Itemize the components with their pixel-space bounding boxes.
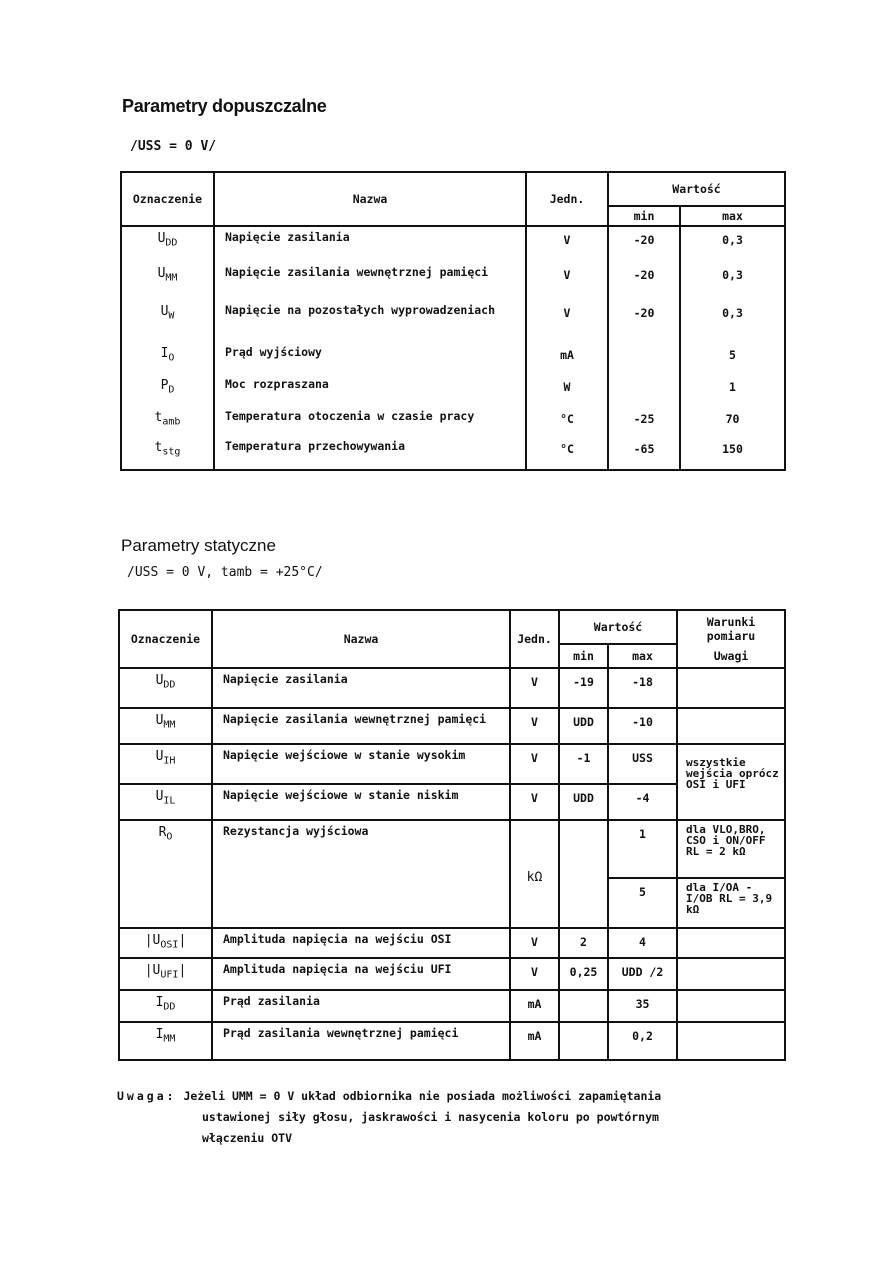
symbol-cell: $t_{stg}$ [121, 436, 214, 470]
section2-title: Parametry statyczne [121, 536, 276, 555]
col-unit-header: Jedn. [510, 610, 559, 668]
name-cell: Napięcie wejściowe w stanie wysokim [212, 744, 510, 784]
max-cell: 1 [680, 374, 785, 406]
min-cell: -65 [608, 436, 680, 470]
section2-condition: /USS = 0 V, tamb = +25°C/ [127, 565, 323, 580]
min-cell [559, 990, 608, 1022]
min-cell: 2 [559, 928, 608, 958]
name-cell: Napięcie zasilania wewnętrznej pamięci [214, 262, 526, 300]
col-value-header: Wartość [608, 172, 785, 206]
footnote [117, 1086, 797, 1149]
conditions-cell [677, 668, 785, 708]
unit-cell: V [510, 668, 559, 708]
col-conditions-header: Warunki pomiaru Uwagi [677, 610, 785, 668]
name-cell: Napięcie zasilania [214, 226, 526, 262]
max-cell: 5 [608, 878, 677, 928]
symbol-cell: $U_{MM}$ [119, 708, 212, 744]
max-cell: -18 [608, 668, 677, 708]
min-cell [559, 1022, 608, 1060]
admissible-params-table [120, 171, 786, 471]
unit-cell: mA [526, 342, 608, 374]
name-cell: Napięcie wejściowe w stanie niskim [212, 784, 510, 820]
conditions-cell: dla VLO,BRO, CSO i ON/OFF RL = 2 kΩ [677, 820, 785, 878]
unit-cell: V [526, 300, 608, 342]
name-cell: Napięcie zasilania wewnętrznej pamięci [212, 708, 510, 744]
conditions-cell: wszystkie wejścia oprócz OSI i UFI [677, 744, 785, 820]
col-max-header: max [608, 644, 677, 668]
col-name-header: Nazwa [214, 172, 526, 226]
conditions-cell [677, 958, 785, 990]
section1-condition: /USS = 0 V/ [130, 139, 217, 154]
max-cell: 70 [680, 406, 785, 436]
unit-cell: V [510, 708, 559, 744]
footnote-line-3: włączeniu OTV [202, 1131, 293, 1145]
min-cell: -1 [559, 744, 608, 784]
symbol-cell: $I_O$ [121, 342, 214, 374]
name-cell: Prąd zasilania wewnętrznej pamięci [212, 1022, 510, 1060]
max-cell: -10 [608, 708, 677, 744]
min-cell: UDD [559, 784, 608, 820]
min-cell: -19 [559, 668, 608, 708]
symbol-cell: $P_D$ [121, 374, 214, 406]
symbol-cell: $U_{IH}$ [119, 744, 212, 784]
static-params-table [118, 609, 786, 1061]
col-name-header: Nazwa [212, 610, 510, 668]
unit-cell: °C [526, 436, 608, 470]
col-value-header: Wartość [559, 610, 677, 644]
unit-cell: V [510, 784, 559, 820]
unit-cell: °C [526, 406, 608, 436]
min-cell: UDD [559, 708, 608, 744]
section1-title: Parametry dopuszczalne [122, 96, 327, 116]
min-cell [559, 820, 608, 928]
conditions-cell [677, 990, 785, 1022]
min-cell [608, 342, 680, 374]
symbol-cell: $U_W$ [121, 300, 214, 342]
name-cell: Moc rozpraszana [214, 374, 526, 406]
conditions-cell [677, 928, 785, 958]
unit-cell: mA [510, 1022, 559, 1060]
name-cell: Prąd zasilania [212, 990, 510, 1022]
name-cell: Amplituda napięcia na wejściu UFI [212, 958, 510, 990]
unit-cell: V [526, 262, 608, 300]
max-cell: 0,3 [680, 300, 785, 342]
symbol-cell: $U_{MM}$ [121, 262, 214, 300]
footnote-label: Uwaga: [117, 1089, 177, 1103]
max-cell: 0,2 [608, 1022, 677, 1060]
min-cell: -25 [608, 406, 680, 436]
unit-cell: mA [510, 990, 559, 1022]
symbol-cell: $U_{IL}$ [119, 784, 212, 820]
max-cell: UDD /2 [608, 958, 677, 990]
min-cell [608, 374, 680, 406]
min-cell: -20 [608, 226, 680, 262]
max-cell: 150 [680, 436, 785, 470]
name-cell: Rezystancja wyjściowa [212, 820, 510, 928]
symbol-cell: $t_{amb}$ [121, 406, 214, 436]
max-cell: 5 [680, 342, 785, 374]
col-symbol-header: Oznaczenie [121, 172, 214, 226]
unit-cell: V [510, 928, 559, 958]
name-cell: Napięcie na pozostałych wyprowadzeniach [214, 300, 526, 342]
footnote-line-2: ustawionej siły głosu, jaskrawości i nasycenia koloru po powtórnym [202, 1110, 659, 1124]
symbol-cell: $R_O$ [119, 820, 212, 928]
symbol-cell: $|U_{OSI}|$ [119, 928, 212, 958]
symbol-cell: $U_{DD}$ [119, 668, 212, 708]
col-symbol-header: Oznaczenie [119, 610, 212, 668]
conditions-cell: dla I/OA - I/OB RL = 3,9 kΩ [677, 878, 785, 928]
name-cell: Amplituda napięcia na wejściu OSI [212, 928, 510, 958]
max-cell: USS [608, 744, 677, 784]
symbol-cell: $I_{DD}$ [119, 990, 212, 1022]
min-cell: -20 [608, 262, 680, 300]
name-cell: Napięcie zasilania [212, 668, 510, 708]
symbol-cell: $U_{DD}$ [121, 226, 214, 262]
unit-cell: W [526, 374, 608, 406]
col-min-header: min [608, 206, 680, 226]
name-cell: Temperatura przechowywania [214, 436, 526, 470]
max-cell: 0,3 [680, 226, 785, 262]
symbol-cell: $I_{MM}$ [119, 1022, 212, 1060]
max-cell: 35 [608, 990, 677, 1022]
col-max-header: max [680, 206, 785, 226]
col-unit-header: Jedn. [526, 172, 608, 226]
max-cell: 0,3 [680, 262, 785, 300]
conditions-cell [677, 1022, 785, 1060]
min-cell: 0,25 [559, 958, 608, 990]
unit-cell: V [510, 744, 559, 784]
unit-cell: kΩ [510, 820, 559, 928]
footnote-line-1: Jeżeli UMM = 0 V układ odbiornika nie posiada możliwości zapamiętania [183, 1089, 662, 1103]
conditions-cell [677, 708, 785, 744]
max-cell: 1 [608, 820, 677, 878]
name-cell: Temperatura otoczenia w czasie pracy [214, 406, 526, 436]
name-cell: Prąd wyjściowy [214, 342, 526, 374]
max-cell: 4 [608, 928, 677, 958]
unit-cell: V [510, 958, 559, 990]
col-min-header: min [559, 644, 608, 668]
min-cell: -20 [608, 300, 680, 342]
max-cell: -4 [608, 784, 677, 820]
unit-cell: V [526, 226, 608, 262]
symbol-cell: $|U_{UFI}|$ [119, 958, 212, 990]
